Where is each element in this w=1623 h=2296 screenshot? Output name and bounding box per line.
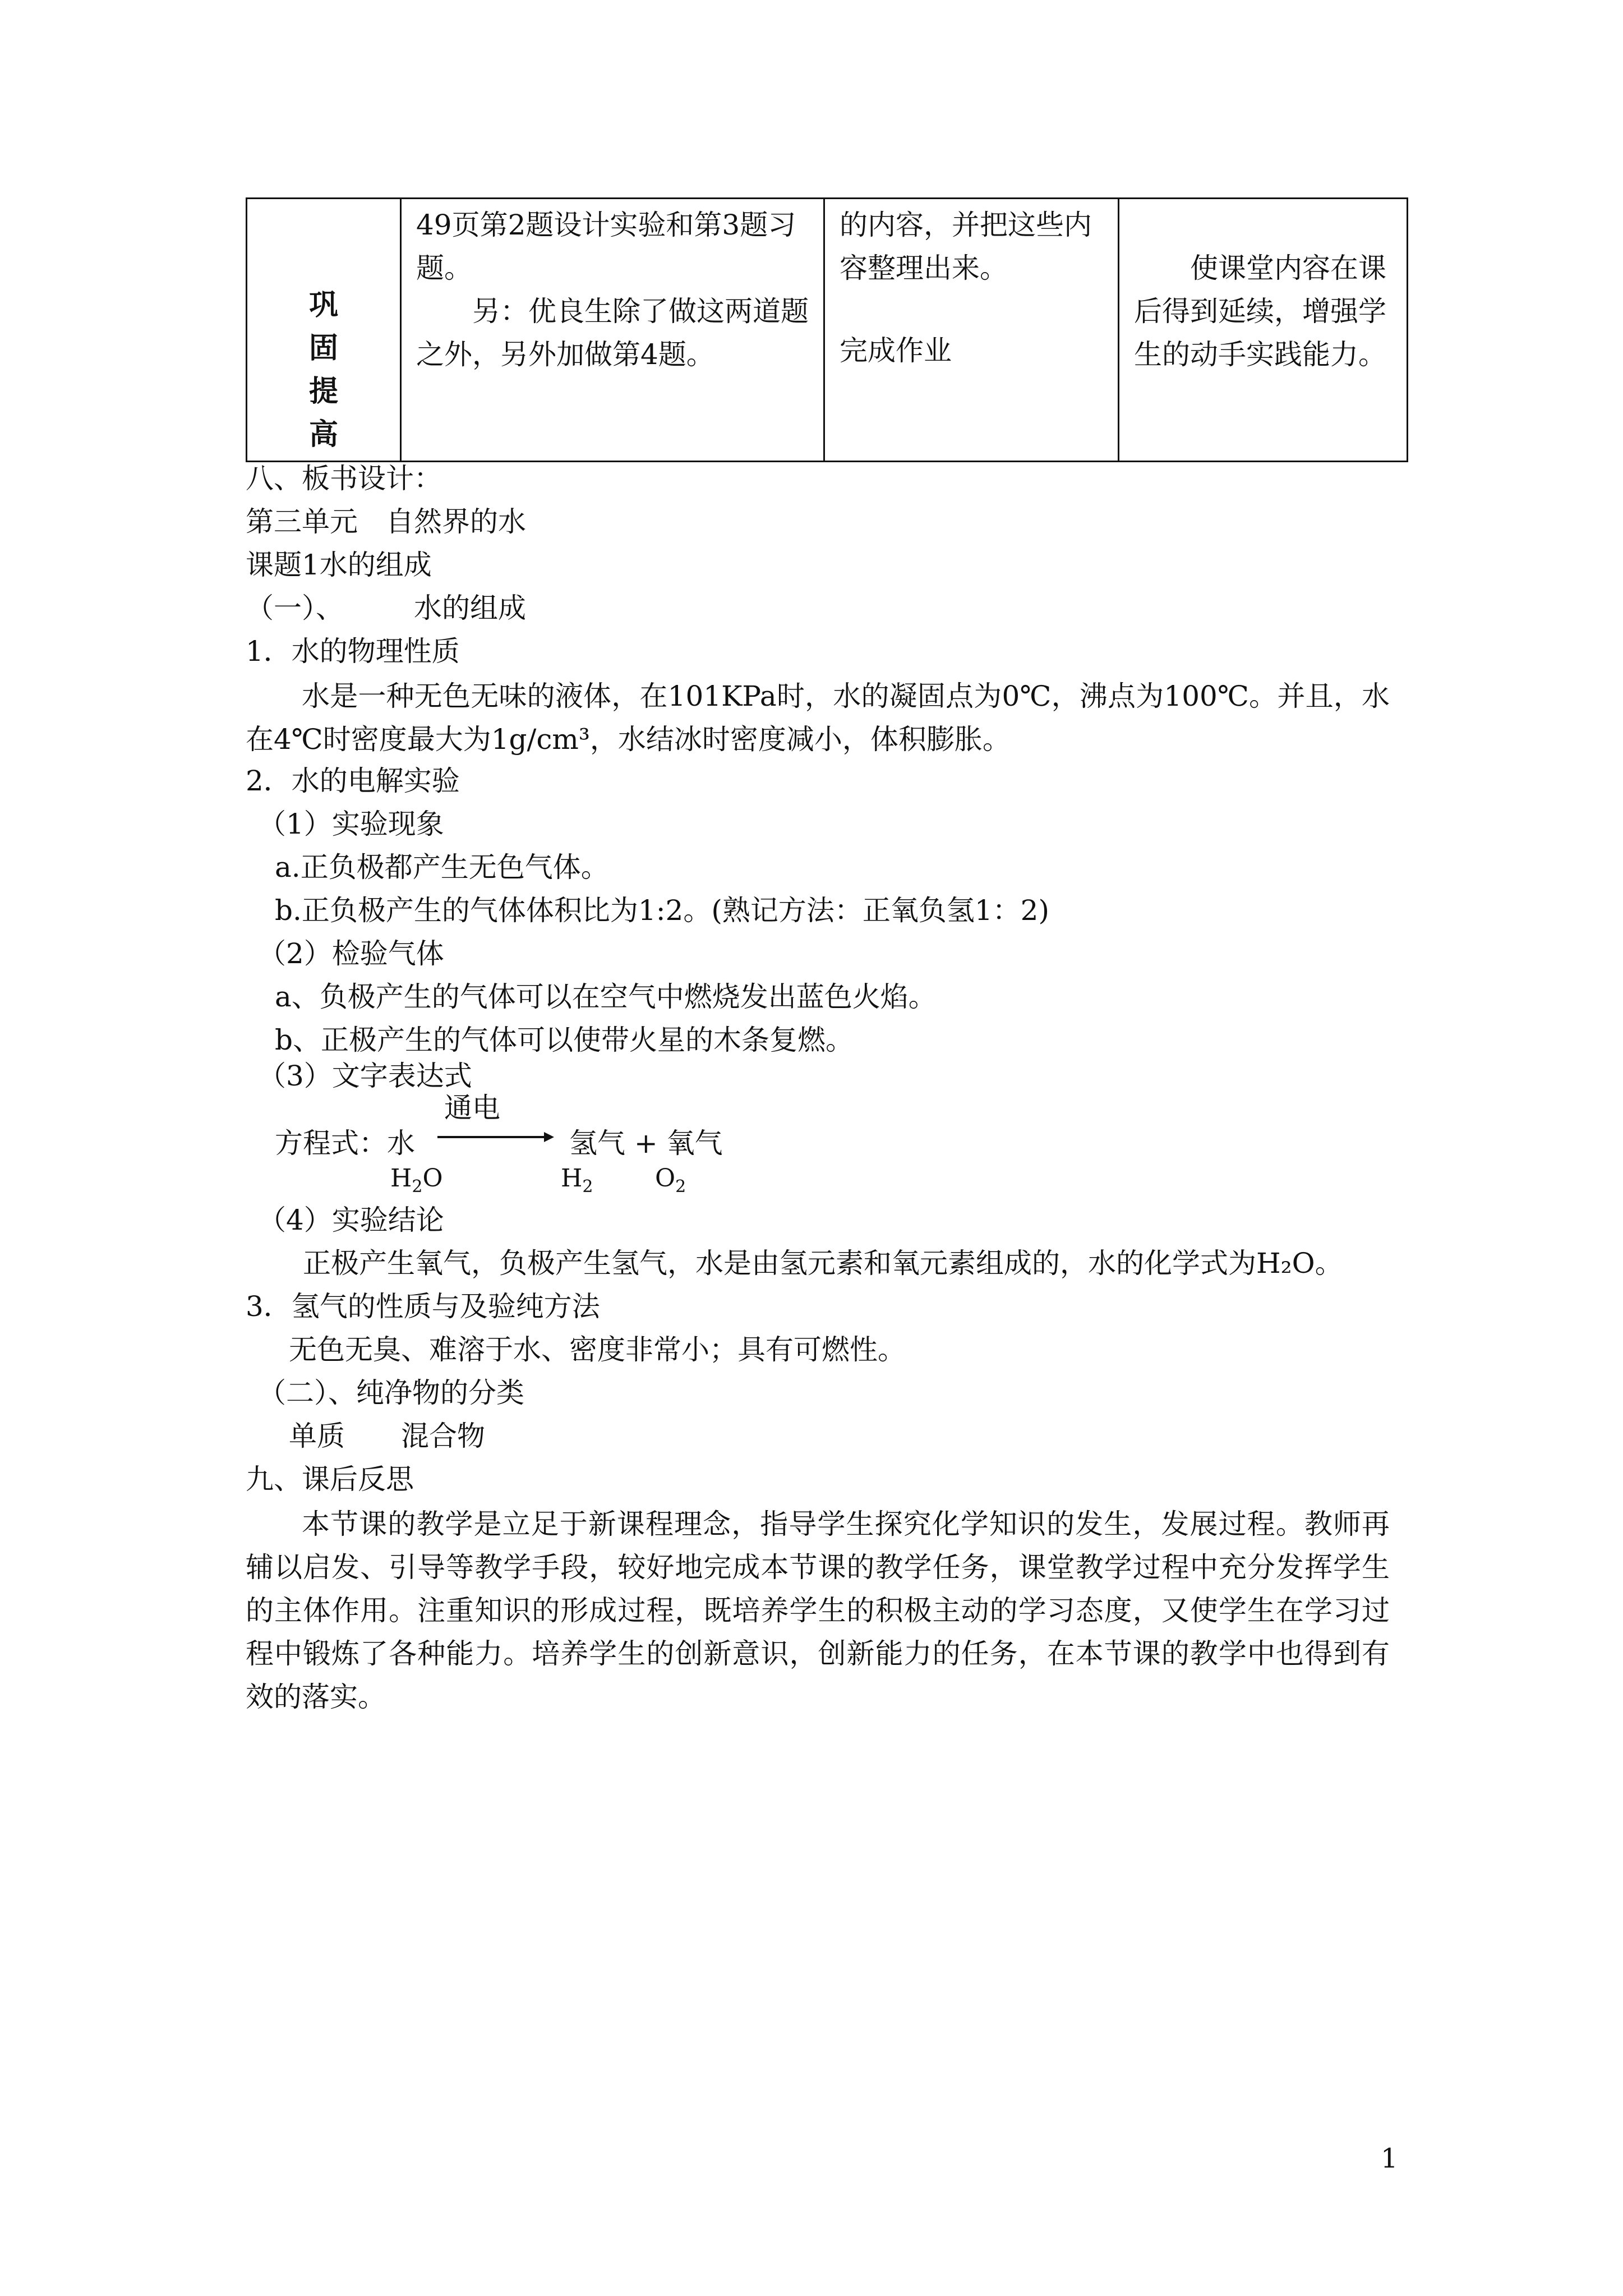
equation-label: 方程式：水 bbox=[275, 1127, 415, 1159]
design-intent-cell bbox=[1119, 199, 1408, 462]
student-activity-line: 完成作业 bbox=[840, 334, 952, 367]
list-item: a、负极产生的气体可以在空气中燃烧发出蓝色火焰。 bbox=[275, 981, 937, 1013]
conclusion-text: 正极产生氧气，负极产生氢气，水是由氢元素和氧元素组成的，水的化学式为H₂O。 bbox=[303, 1247, 1343, 1280]
page-number: 1 bbox=[1381, 2143, 1398, 2174]
part-heading: （一）、 水的组成 bbox=[246, 592, 526, 624]
lesson-table bbox=[246, 197, 1408, 462]
list-item: b、正极产生的气体可以使带火星的木条复燃。 bbox=[275, 1024, 854, 1056]
reaction-arrow-icon bbox=[432, 1129, 555, 1145]
stage-char: 提 bbox=[308, 374, 338, 408]
equation-condition: 通电 bbox=[444, 1092, 500, 1124]
list-item: b.正负极产生的气体体积比为1:2。(熟记方法：正氧负氢1：2) bbox=[275, 894, 1050, 927]
teacher-activity-cell bbox=[401, 199, 824, 462]
subsection-heading: 1．水的物理性质 bbox=[246, 635, 460, 668]
reflection-text: 本节课的教学是立足于新课程理念，指导学生探究化学知识的发生，发展过程。教师再辅以启发、引导等教学手段，较好地完成本节课的教学任务，课堂教学过程中充分发挥学生的主体作用。注重知识的形成过程，既培养学生的积极主动的学习态度，又使学生在学习过程中锻炼了各种能力。培养学生的创新意识，创新能力的任务，在本节课的教学中也得到有效的落实。 bbox=[246, 1508, 1390, 1713]
lesson-title: 课题1水的组成 bbox=[246, 549, 432, 581]
part-heading: （二）、纯净物的分类 bbox=[258, 1377, 524, 1409]
table-row bbox=[247, 199, 1408, 462]
stage-cell bbox=[247, 199, 401, 462]
student-activity-line: 的内容，并把这些内容整理出来。 bbox=[840, 209, 1092, 284]
item-heading: （3）文字表达式 bbox=[258, 1060, 472, 1092]
classification-text: 单质 混合物 bbox=[289, 1420, 485, 1452]
equation-products: 氢气 + 氧气 bbox=[569, 1127, 723, 1159]
formula-water: $H_2O$ bbox=[390, 1164, 443, 1197]
teacher-activity-line: 另：优良生除了做这两道题之外，另外加做第4题。 bbox=[416, 295, 809, 371]
teacher-activity-line: 49页第2题设计实验和第3题习题。 bbox=[416, 209, 796, 284]
item-heading: （4）实验结论 bbox=[258, 1204, 444, 1236]
subsection-heading: 2．水的电解实验 bbox=[246, 765, 460, 797]
unit-title: 第三单元 自然界的水 bbox=[246, 505, 526, 538]
formula-hydrogen: $H_2$ bbox=[561, 1164, 593, 1197]
subsection-heading: 3．氢气的性质与及验纯方法 bbox=[246, 1290, 600, 1323]
reflection-title: 九、课后反思 bbox=[246, 1463, 414, 1496]
list-item: a.正负极都产生无色气体。 bbox=[275, 851, 609, 884]
stage-char: 高 bbox=[308, 417, 338, 452]
item-heading: （2）检验气体 bbox=[258, 937, 444, 970]
design-intent-text: 使课堂内容在课后得到延续，增强学生的动手实践能力。 bbox=[1134, 252, 1386, 371]
formula-oxygen: $O_2$ bbox=[655, 1164, 686, 1197]
stage-char: 巩 bbox=[308, 288, 338, 322]
item-heading: （1）实验现象 bbox=[258, 808, 444, 840]
hydrogen-properties-text: 无色无臭、难溶于水、密度非常小；具有可燃性。 bbox=[289, 1333, 906, 1366]
student-activity-cell bbox=[824, 199, 1119, 462]
section-title: 八、板书设计： bbox=[246, 462, 442, 495]
physical-properties-text: 水是一种无色无味的液体，在101KPa时，水的凝固点为0℃，沸点为100℃。并且，水在4℃时密度最大为1g/cm³，水结冰时密度减小，体积膨胀。 bbox=[246, 680, 1390, 756]
stage-char: 固 bbox=[308, 331, 338, 365]
